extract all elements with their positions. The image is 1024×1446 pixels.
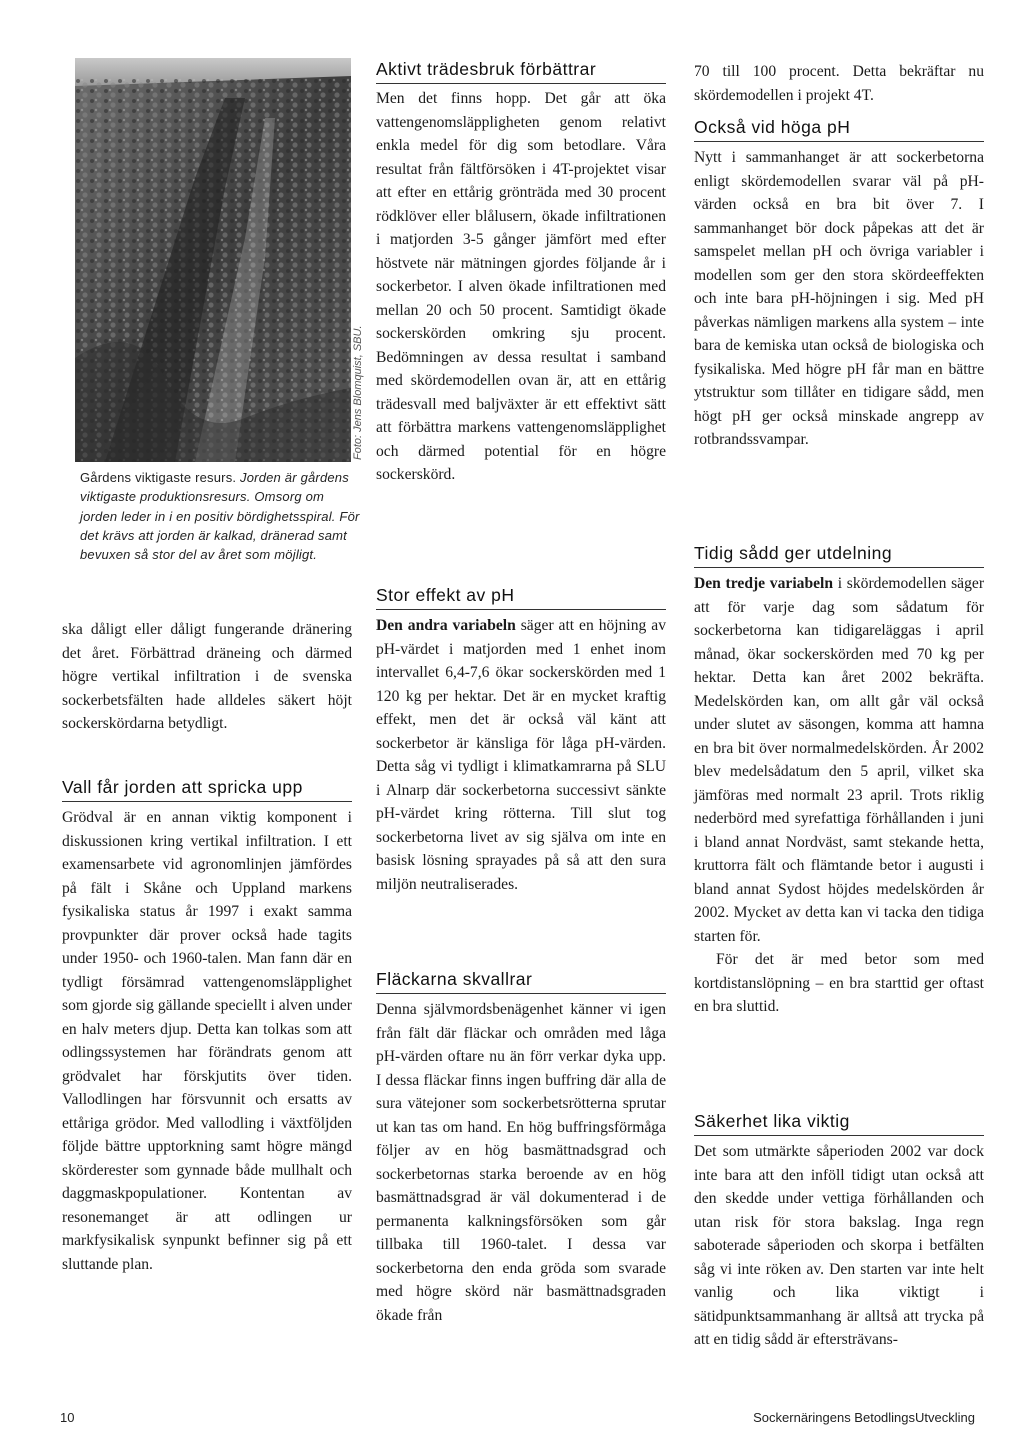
section-tidig-text — [694, 572, 984, 948]
field-photo — [75, 58, 351, 462]
section-vall-text: Grödval är en annan viktig komponent i diskussionen kring vertikal infiltration. I ett examensarbete vid agronomlinjen jämfördes på fält i Skåne och Uppland markens fysikaliska status år 1997 i exakt samma provpunkter där prover också hade tagits under 1950- och 1960-talen. Man fann där en tydligt försämrad vattengenomsläpplighet som gjorde sig gällande speciellt i alven under en halv meters djup. Detta kan tolkas som att odlingssystemen har förändrats genom att grödvalet har förskjutits över tiden. Vallodlingen har försvunnit och ersatts av ettåriga grödor. Med vallodling i växtföljden följde bättre upptorkning samt högre mängd skörderester som gynnade både mullhalt och daggmaskpopulationer. Kontentan av resonemanget är att odlingen ur markfysikalisk synpunkt befinner sig på ett sluttande plan. — [62, 809, 352, 1273]
photo-credit: Foto: Jens Blomquist, SBU. — [352, 325, 364, 460]
heading-vall: Vall får jorden att spricka upp — [62, 776, 352, 802]
section-tidig-text2: För det är med betor som med kortdistanslöpning – en bra starttid ger oftast en bra sluttid. — [694, 951, 984, 1015]
heading-flackarna: Fläckarna skvallrar — [376, 968, 666, 994]
left-intro — [62, 618, 352, 736]
section-ph-lead: Den andra variabeln — [376, 617, 516, 634]
section-tidig — [694, 542, 984, 1019]
heading-ph: Stor effekt av pH — [376, 584, 666, 610]
section-flackarna-text: Denna självmordsbenägenhet känner vi igen från fält där fläckar och områden med låga pH-värden oftare nu än förr verkar dyka upp. I dessa fläckar finns ingen buffring där alla de sura vätejoner som sockerbetsrötterna sprutar ut kan tas om hand. En hög buffringsförmåga följer av en hög basmättnadsgrad och sockerbetornas starka beroende av en hög basmättnadsgrad är väl dokumenterad i de permanenta kalkningsförsöken som går tillbaka till 1960-talet. I dessa var sockerbetorna den enda gröda som svarade med högre skörd när basmättnadsgraden ökade från — [376, 1001, 666, 1324]
section-sakerhet — [694, 1110, 984, 1352]
photo-caption — [80, 468, 360, 564]
section-tidig-lead: Den tredje variabeln — [694, 575, 834, 592]
right-intro-text: 70 till 100 procent. Detta bekräftar nu skördemodellen i projekt 4T. — [694, 63, 984, 104]
caption-lead: Gårdens viktigaste resurs. — [80, 470, 237, 485]
caption-text: Jorden är gårdens viktigaste produktionsresurs. Omsorg om jorden leder in i en positiv bördighetsspiral. För det krävs att jorden är kalkad, dränerad samt bevuxen så stor del av året som möjligt. — [80, 470, 360, 563]
section-ph-body: säger att en höjning av pH-värdet i matjorden med 1 enhet inom intervallet 6,4-7,6 ökar sockerskörden med 1 120 kg per hektar. Det är en mycket kraftig effekt, men det är också väl känt att sockerbetor är känsliga för låga pH-värden. Detta såg vi tydligt i klimatkamrarna på SLU i Alnarp där sockerbetorna successivt sänkte pH-värdet kring rötterna. Till slut tog sockerbetorna livet av sig själva om inte en basisk lösning sprayades på så att den sura miljön neutraliserades. — [376, 617, 666, 893]
section-vall — [62, 776, 352, 1276]
section-hoga-ph — [694, 116, 984, 452]
right-intro — [694, 60, 984, 107]
section-aktivt-text: Men det finns hopp. Det går att öka vattengenomsläppligheten genom relativt enkla medel för dig som betodlare. Våra resultat från fältförsöken i 4T-projektet visar att efter en ettårig grönträda med 30 procent rödklöver eller blålusern, ökade infiltrationen i matjorden 3-5 gånger jämfört med efter höstvete när mätningen gjordes följande år i sockerbetor. I alven ökade infiltrationen med mellan 20 och 50 procent. Samtidigt ökade sockerskörden omkring sju procent. Bedömningen av dessa resultat i samband med skördemodellen ovan är, att en ettårig trädesvall med baljväxter är ett effektivt sätt att förbättra markens vattengenomsläpplighet och därmed potential för en högre sockerskörd. — [376, 90, 666, 483]
publication-name: Sockernäringens BetodlingsUtveckling — [753, 1410, 975, 1425]
section-tidig-body: i skördemodellen säger att för varje dag som sådatum för sockerbetorna kan tidigareläggas i april månad, ökar sockerskörden med 70 kg per hektar. Detta kan året 2002 bekräfta. Medelskörden kan, om allt går väl också under slutet av säsongen, komma att hamna en bra bit över normalmedelskörden. År 2002 blev medelsådatum den 5 april, vilket ska jämföras med normalt 23 april. Trots riklig nederbörd med syrefattiga förhållanden i juni i bland annat Nordväst, samt stekande hetta, kruttorra fält och flämtande betor i augusti i bland annat Sydost höjdes medelskörden år 2002. Mycket av detta kan vi tacka den tidiga starten för. — [694, 575, 985, 945]
section-hoga-ph-text: Nytt i sammanhanget är att sockerbetorna enligt skördemodellen svarar väl på pH-värden också en bra bit över 7. I sammanhanget bör dock påpekas att det är samspelet mellan pH och övriga variabler i modellen som ger den stora skördeeffekten och inte bara pH-höjningen i sig. Med pH påverkas nämligen markens alla system – inte bara de kemiska utan också de biologiska och fysikaliska. Med högre pH får man en bättre ytstruktur som tillåter en tidigare sådd, men högt pH ger också minskade angrepp av rotbrandssvampar. — [694, 149, 984, 448]
section-flackarna — [376, 968, 666, 1327]
heading-tidig: Tidig sådd ger utdelning — [694, 542, 984, 568]
field-photo-image — [75, 58, 351, 462]
section-aktivt — [376, 58, 666, 487]
left-intro-text: ska dåligt eller dåligt fungerande dränering det året. Förbättrad dräneing och därmed högre vertikal infiltration i de svenska sockerbetsfälten hade alldeles säkert höjt sockerskördarna betydligt. — [62, 621, 352, 732]
page-number: 10 — [60, 1410, 75, 1425]
heading-aktivt: Aktivt trädesbruk förbättrar — [376, 58, 666, 84]
heading-sakerhet: Säkerhet lika viktig — [694, 1110, 984, 1136]
section-ph-text — [376, 614, 666, 896]
heading-hoga-ph: Också vid höga pH — [694, 116, 984, 142]
section-ph — [376, 584, 666, 896]
section-sakerhet-text: Det som utmärkte såperioden 2002 var dock inte bara att den inföll tidigt utan också att den skedde under vettiga förhållanden och utan risk för stora bakslag. Inga regn saboterade såperioden och skorpa i betfälten såg vi inte röken av. Den starten var inte helt vanlig och lika viktigt i sätidpunktsammanhang är alltså att trycka på att en tidig sådd är eftersträvans- — [694, 1143, 984, 1348]
